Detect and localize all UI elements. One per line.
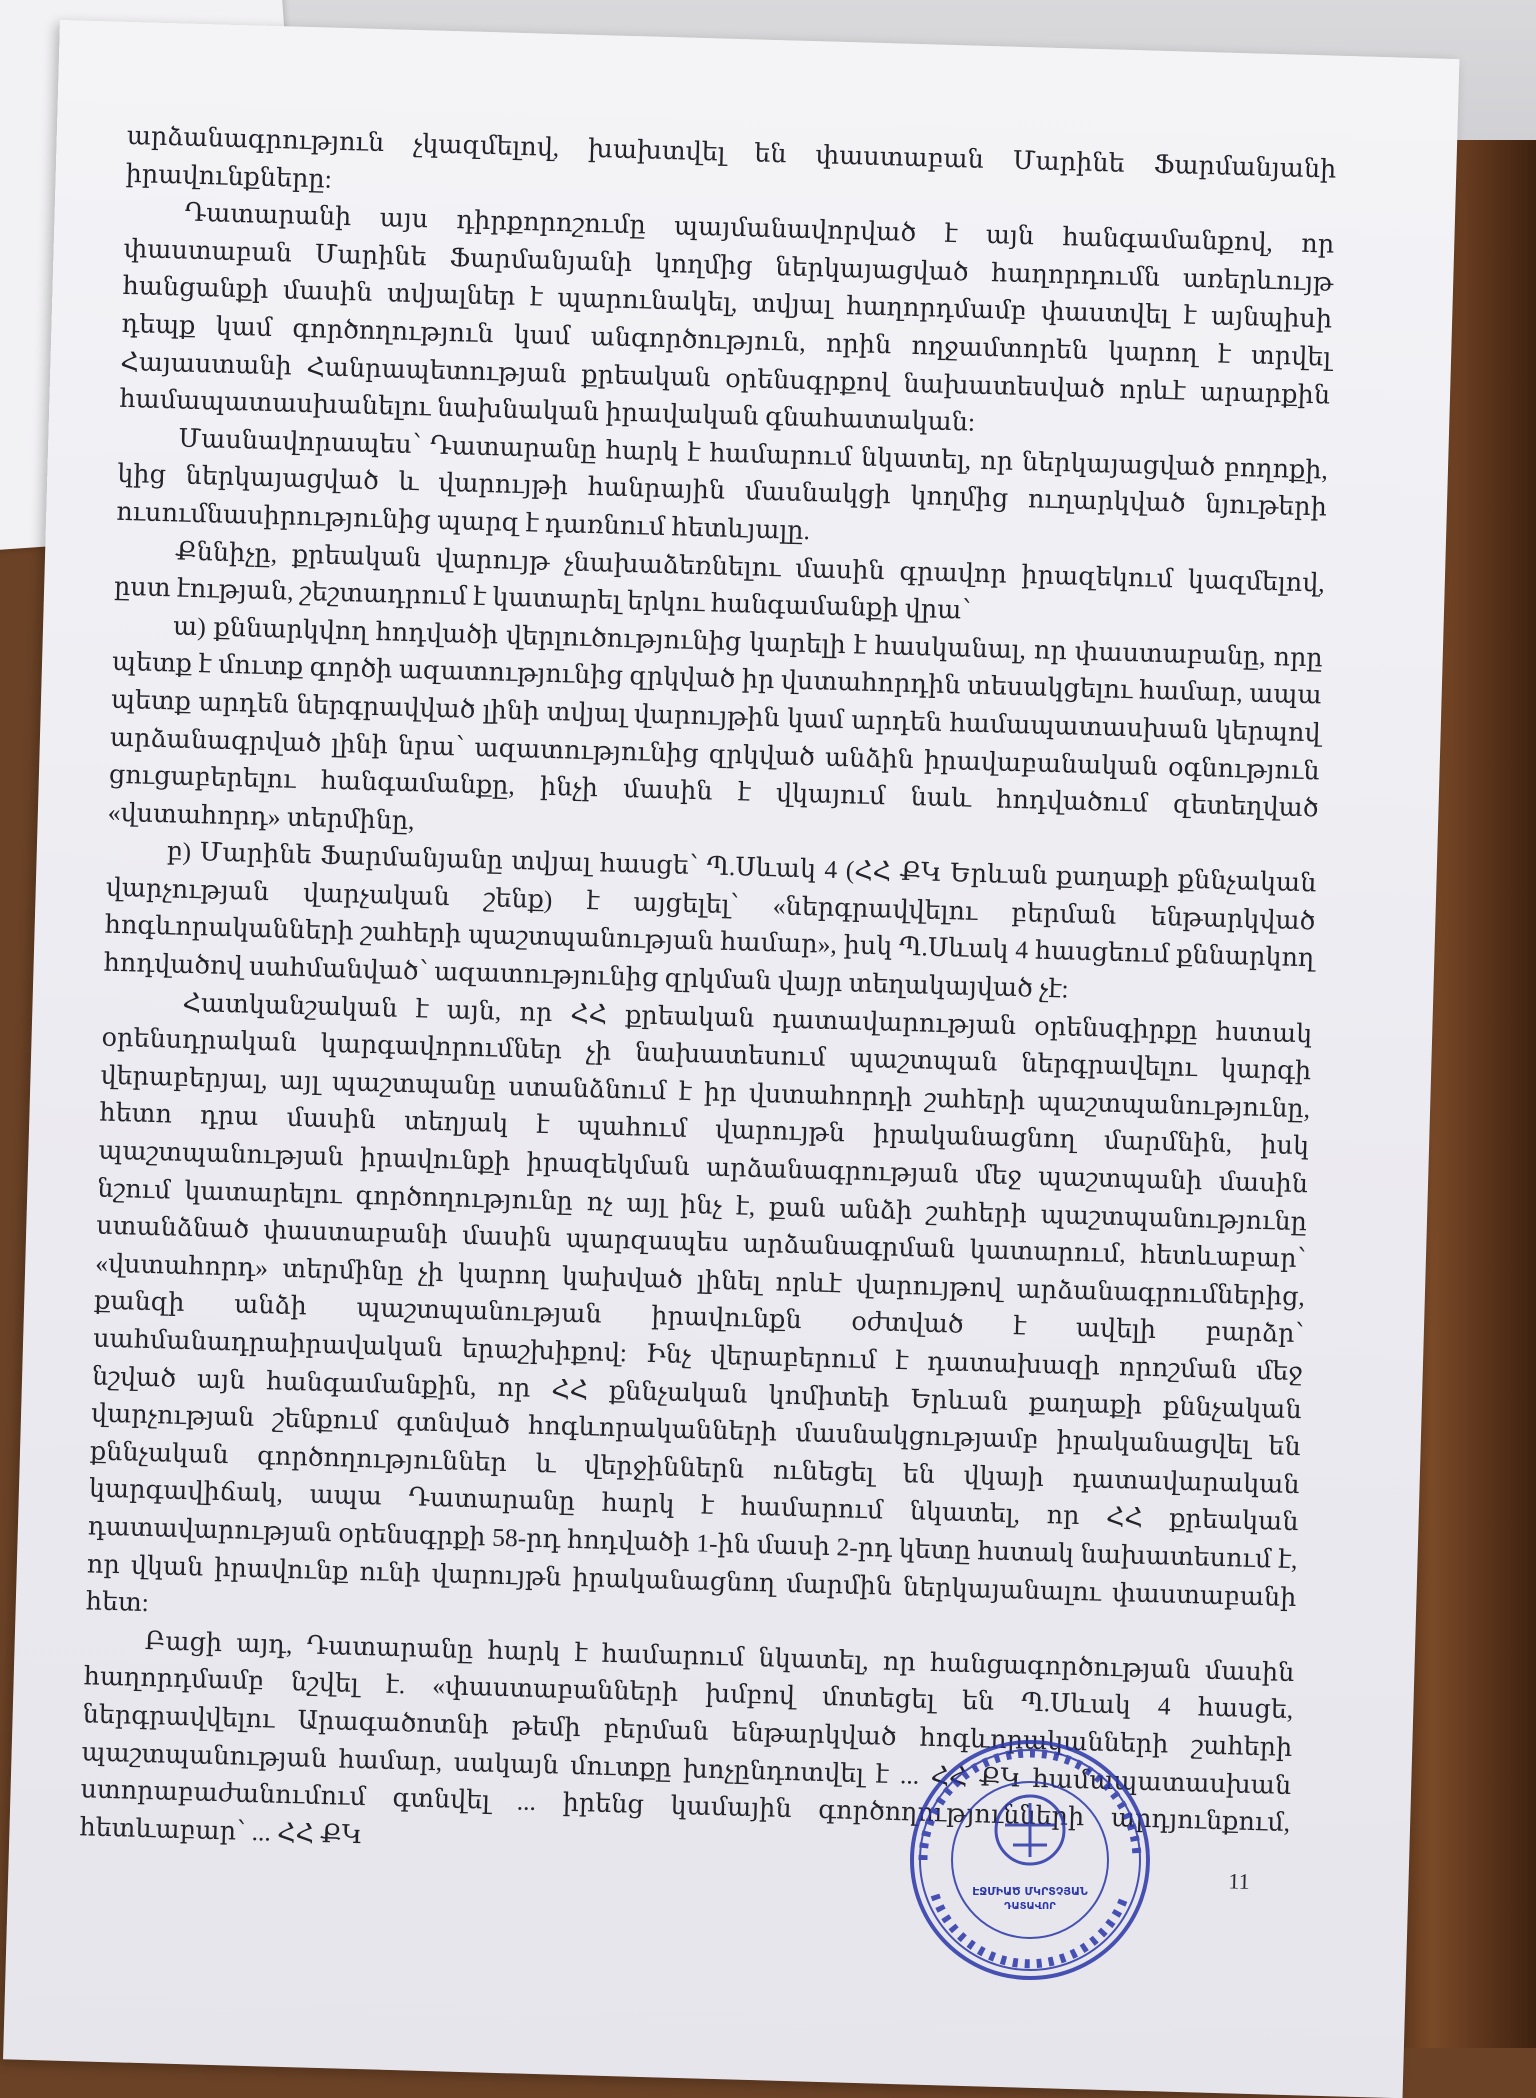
paragraph-5: ա) քննարկվող հոդվածի վերլուծությունից կարելի է հասկանալ, որ փաստաբանը, որը պետք է մուտք գործի ազատությունից զրկված իր վստահորդին տեսակցելու համար, ապա պետք արդեն ներգրավված լինի տվյալ վարույթին կամ արդեն համապատասխան կերպով արձանագրված լինի նրա՝ ազատությունից զրկված անձին իրավաբանական օգնություն ցուցաբերելու հանգամանքը, ինչի մասին է վկայում նաև հոդվածում զետեղված «վստահորդ» տերմինը, [107, 611, 1324, 835]
paragraph-3: Մասնավորապես՝ Դատարանը հարկ է համարում նկատել, որ ներկայացված բողոքի, կից ներկայացված և վարույթի հանրային մասնակցի կողմից ուղարկված նյութերի ուսումնասիրությունից պարզ է դառնում հետևյալը. [115, 423, 1329, 546]
page-number: 11 [1228, 1868, 1251, 1894]
document-body [79, 117, 1337, 1879]
paragraph-2: Դատարանի այս դիրքորոշումը պայմանավորված է այն հանգամանքով, որ փաստաբան Մարինե Ֆարմանյանի կողմից ներկայացված հաղորդումն առերևույթ հանցանքի մասին տվյալներ է պարունակել, տվյալ հաղորդմամբ փաստվել է այնպիսի դեպք կամ գործողություն կամ անգործություն, որին ողջամտորեն կարող է տրվել Հայաստանի Հանրապետության քրեական օրենսգրքով նախատեսված որևէ արարքին համապատասխանելու նախնական իրավական գնահատական: [119, 197, 1335, 437]
paragraph-4: Քննիչը, քրեական վարույթ չնախաձեռնելու մասին գրավոր իրազեկում կազմելով, ըստ էության, շեշտադրում է կատարել երկու հանգամանքի վրա՝ [113, 535, 1326, 625]
document-page [3, 20, 1459, 2098]
stamp-center-name: ԷՋՄԻԱԾ ՄԿՐՏՉՅԱՆ [972, 1885, 1088, 1898]
paragraph-7: Հատկանշական է այն, որ ՀՀ քրեական դատավարության օրենսգիրքը հստակ օրենսդրական կարգավորումներ չի նախատեսում պաշտպան ներգրավելու կարգի վերաբերյալ, այլ պաշտպանը ստանձնում է իր վստահորդի շահերի պաշտպանությունը, հետո դրա մասին տեղյակ է պահում վարույթն իրականացնող մարմնին, իսկ պաշտպանության իրավունքի իրազեկման արձանագրության մեջ պաշտպանի մասին նշում կատարելու գործողությունը ոչ այլ ինչ է, քան անձի շահերի պաշտպանությունը ստանձնած փաստաբանի մասին պարզապես արձանագրման կատարում, հետևաբար՝ «վստահորդ» տերմինը չի կարող կախված լինել որևէ վարույթով արձանագրումներից, քանզի անձի պաշտպանության իրավունքն օժտված է ավելի բարձր՝ սահմանադրաիրավական երաշխիքով: Ինչ վերաբերում է դատախազի որոշման մեջ նշված այն հանգամանքին, որ ՀՀ քննչական կոմիտեի Երևան քաղաքի քննչական վարչության շենքում գտնված հոգևորականների մասնակցությամբ իրականացվել են քննչական գործողություններ և վերջիններն ունեցել են վկայի դատավարական կարգավիճակ, ապա Դատարանը հարկ է համարում նկատել, որ ՀՀ քրեական դատավարության օրենսգրքի 58-րդ հոդվածի 1-ին մասի 2-րդ կետը հստակ նախատեսում է, որ վկան իրավունք ունի վարույթն իրականացնող մարմին ներկայանալու փաստաբանի հետ: [85, 987, 1313, 1618]
paragraph-1: արձանագրություն չկազմելով, խախտվել են փաստաբան Մարինե Ֆարմանյանի իրավունքները: [125, 120, 1337, 194]
stamp-center-title: ԴԱՏԱՎՈՐ [1004, 1901, 1056, 1912]
paragraph-6: բ) Մարինե Ֆարմանյանը տվյալ հասցե՝ Պ.Սևակ 4 (ՀՀ ՔԿ Երևան քաղաքի քննչական վարչության վարչական շենք) է այցելել՝ «ներգրավվելու բերման ենթարկված հոգևորականների շահերի պաշտպանության համար», իսկ Պ.Սևակ 4 հասցեում քննարկող հոդվածով սահմանված՝ ազատությունից զրկման վայր տեղակայված չէ: [103, 836, 1317, 1004]
paragraph-8: Բացի այդ, Դատարանը հարկ է համարում նկատել, որ հանցագործության մասին հաղորդմամբ նշվել է. «փաստաբանների խմբով մոտեցել են Պ.Սևակ 4 հասցե, ներգրավվելու Արագածոտնի թեմի բերման ենթարկված հոգևորականների շահերի պաշտպանության համար, սակայն մուտքը խոչընդոտվել է ... ՀՀ ՔԿ համապատասխան ստորաբաժանումում գտնվել ... իրենց կամային գործողությունների արդյունքում, հետևաբար՝ ... ՀՀ ՔԿ [79, 1625, 1295, 1849]
court-seal-stamp [905, 1735, 1155, 1985]
seal-icon [905, 1735, 1155, 1985]
